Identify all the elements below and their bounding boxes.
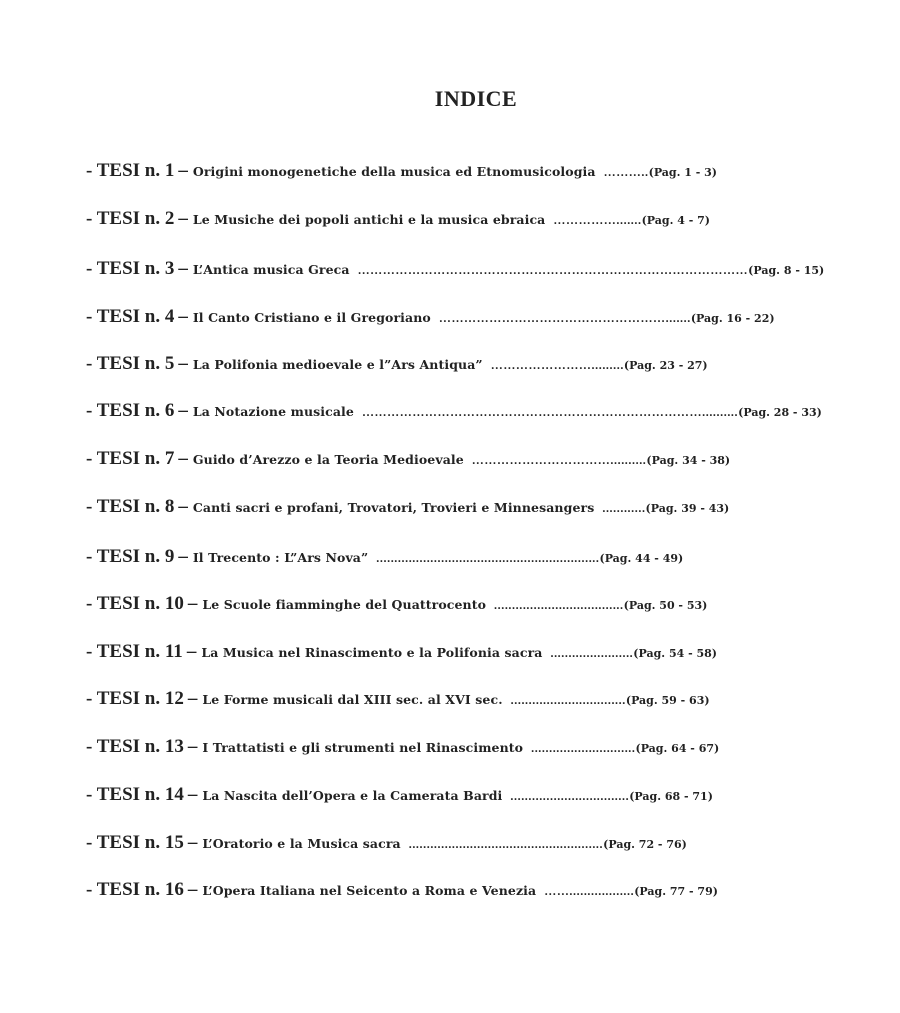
entry-title: La Polifonia medioevale e l”Ars Antiqua” xyxy=(192,357,483,372)
toc-entry-9 xyxy=(86,546,683,568)
entry-leader: ................................. xyxy=(510,789,630,803)
entry-title: Il Trecento : L”Ars Nova” xyxy=(192,550,369,565)
entry-number: - TESI n. 11 xyxy=(86,641,183,662)
entry-title: Guido d’Arezzo e la Teoria Medioevale xyxy=(192,452,464,467)
entry-number: - TESI n. 12 xyxy=(86,688,184,709)
entry-pages: (Pag. 44 - 49) xyxy=(599,552,684,565)
page-title: INDICE xyxy=(434,86,518,111)
entry-pages: (Pag. 34 - 38) xyxy=(646,454,731,467)
entry-pages: (Pag. 23 - 27) xyxy=(623,359,708,372)
entry-separator: – xyxy=(187,736,198,757)
entry-title: I Trattatisti e gli strumenti nel Rinascimento xyxy=(202,740,524,755)
entry-title: Le Forme musicali dal XIII sec. al XVI sec. xyxy=(202,692,503,707)
entry-leader: …………………………….......... xyxy=(471,453,647,467)
entry-title: Le Scuole fiamminghe del Quattrocento xyxy=(202,597,487,612)
entry-leader: ...................................................... xyxy=(408,837,604,851)
entry-separator: – xyxy=(178,400,188,421)
entry-title: L’Antica musica Greca xyxy=(192,262,350,277)
entry-leader: ............................. xyxy=(531,741,636,755)
entry-separator: – xyxy=(178,496,188,517)
entry-leader: .............................................................. xyxy=(376,551,600,565)
toc-entry-7 xyxy=(86,448,730,470)
toc-entry-16 xyxy=(86,879,718,901)
toc-entry-10 xyxy=(86,593,707,615)
entry-leader: ……………………………………………………………………….......... xyxy=(361,405,739,419)
entry-separator: – xyxy=(187,879,198,900)
entry-leader: ………………………………………………………………………………… xyxy=(357,263,749,277)
entry-pages: (Pag. 64 - 67) xyxy=(635,742,720,755)
entry-title: Le Musiche dei popoli antichi e la musica ebraica xyxy=(192,212,546,227)
entry-pages: (Pag. 54 - 58) xyxy=(633,647,717,660)
entry-separator: – xyxy=(178,208,188,229)
entry-leader: ……….. xyxy=(603,165,649,179)
entry-number: - TESI n. 13 xyxy=(86,736,184,757)
entry-separator: – xyxy=(178,448,188,469)
entry-number: - TESI n. 4 xyxy=(86,306,175,327)
entry-pages: (Pag. 4 - 7) xyxy=(641,214,710,227)
toc-entry-5 xyxy=(86,353,708,375)
toc-entry-14 xyxy=(86,784,713,806)
entry-pages: (Pag. 1 - 3) xyxy=(648,166,718,179)
entry-number: - TESI n. 5 xyxy=(86,353,175,374)
entry-separator: – xyxy=(186,641,197,662)
entry-separator: – xyxy=(178,160,188,181)
entry-leader: ............ xyxy=(602,501,646,515)
entry-number: - TESI n. 10 xyxy=(86,593,184,614)
entry-title: L’Oratorio e la Musica sacra xyxy=(202,836,401,851)
entry-pages: (Pag. 68 - 71) xyxy=(629,790,713,803)
entry-title: Il Canto Cristiano e il Gregoriano xyxy=(192,310,431,325)
toc-entry-11 xyxy=(86,641,717,663)
toc-entry-2 xyxy=(86,208,710,230)
entry-number: - TESI n. 6 xyxy=(86,400,175,421)
entry-pages: (Pag. 28 - 33) xyxy=(738,406,822,419)
entry-number: - TESI n. 2 xyxy=(86,208,175,229)
toc-entry-13 xyxy=(86,736,719,758)
entry-pages: (Pag. 8 - 15) xyxy=(748,264,825,277)
entry-pages: (Pag. 59 - 63) xyxy=(625,694,710,707)
entry-pages: (Pag. 72 - 76) xyxy=(603,838,687,851)
entry-title: La Musica nel Rinascimento e la Polifonia sacra xyxy=(201,645,543,660)
entry-title: Origini monogenetiche della musica ed Etnomusicologia xyxy=(192,164,596,179)
entry-pages: (Pag. 50 - 53) xyxy=(623,599,708,612)
entry-leader: .................................... xyxy=(494,598,624,612)
toc-entry-8 xyxy=(86,496,729,518)
entry-separator: – xyxy=(187,593,198,614)
entry-number: - TESI n. 7 xyxy=(86,448,175,469)
entry-leader: ……………………......... xyxy=(490,358,624,372)
entry-number: - TESI n. 3 xyxy=(86,258,175,279)
toc-entry-3 xyxy=(86,258,824,280)
entry-separator: – xyxy=(187,832,198,853)
toc-entry-15 xyxy=(86,832,687,854)
entry-leader: ………………………………………………....... xyxy=(438,311,691,325)
entry-leader: ……………....... xyxy=(553,213,642,227)
entry-title: La Nascita dell’Opera e la Camerata Bardi xyxy=(202,788,503,803)
toc-entry-4 xyxy=(86,306,775,328)
entry-title: Canti sacri e profani, Trovatori, Trovieri e Minnesangers xyxy=(192,500,595,515)
entry-number: - TESI n. 16 xyxy=(86,879,184,900)
entry-title: L’Opera Italiana nel Seicento a Roma e Venezia xyxy=(202,883,537,898)
entry-leader: ....................... xyxy=(550,646,634,660)
toc-entry-1 xyxy=(86,160,717,182)
entry-number: - TESI n. 1 xyxy=(86,160,175,181)
entry-separator: – xyxy=(178,306,188,327)
entry-number: - TESI n. 9 xyxy=(86,546,175,567)
entry-title: La Notazione musicale xyxy=(192,404,354,419)
toc-entry-6 xyxy=(86,400,822,422)
entry-leader: …….................. xyxy=(544,884,635,898)
entry-leader: ................................ xyxy=(510,693,626,707)
entry-separator: – xyxy=(178,546,188,567)
entry-pages: (Pag. 16 - 22) xyxy=(690,312,775,325)
entry-separator: – xyxy=(187,784,198,805)
entry-separator: – xyxy=(187,688,198,709)
entry-pages: (Pag. 39 - 43) xyxy=(645,502,730,515)
entry-number: - TESI n. 15 xyxy=(86,832,184,853)
entry-pages: (Pag. 77 - 79) xyxy=(634,885,718,898)
entry-separator: – xyxy=(178,353,188,374)
toc-entry-12 xyxy=(86,688,710,710)
entry-separator: – xyxy=(178,258,188,279)
entry-number: - TESI n. 8 xyxy=(86,496,175,517)
entry-number: - TESI n. 14 xyxy=(86,784,184,805)
